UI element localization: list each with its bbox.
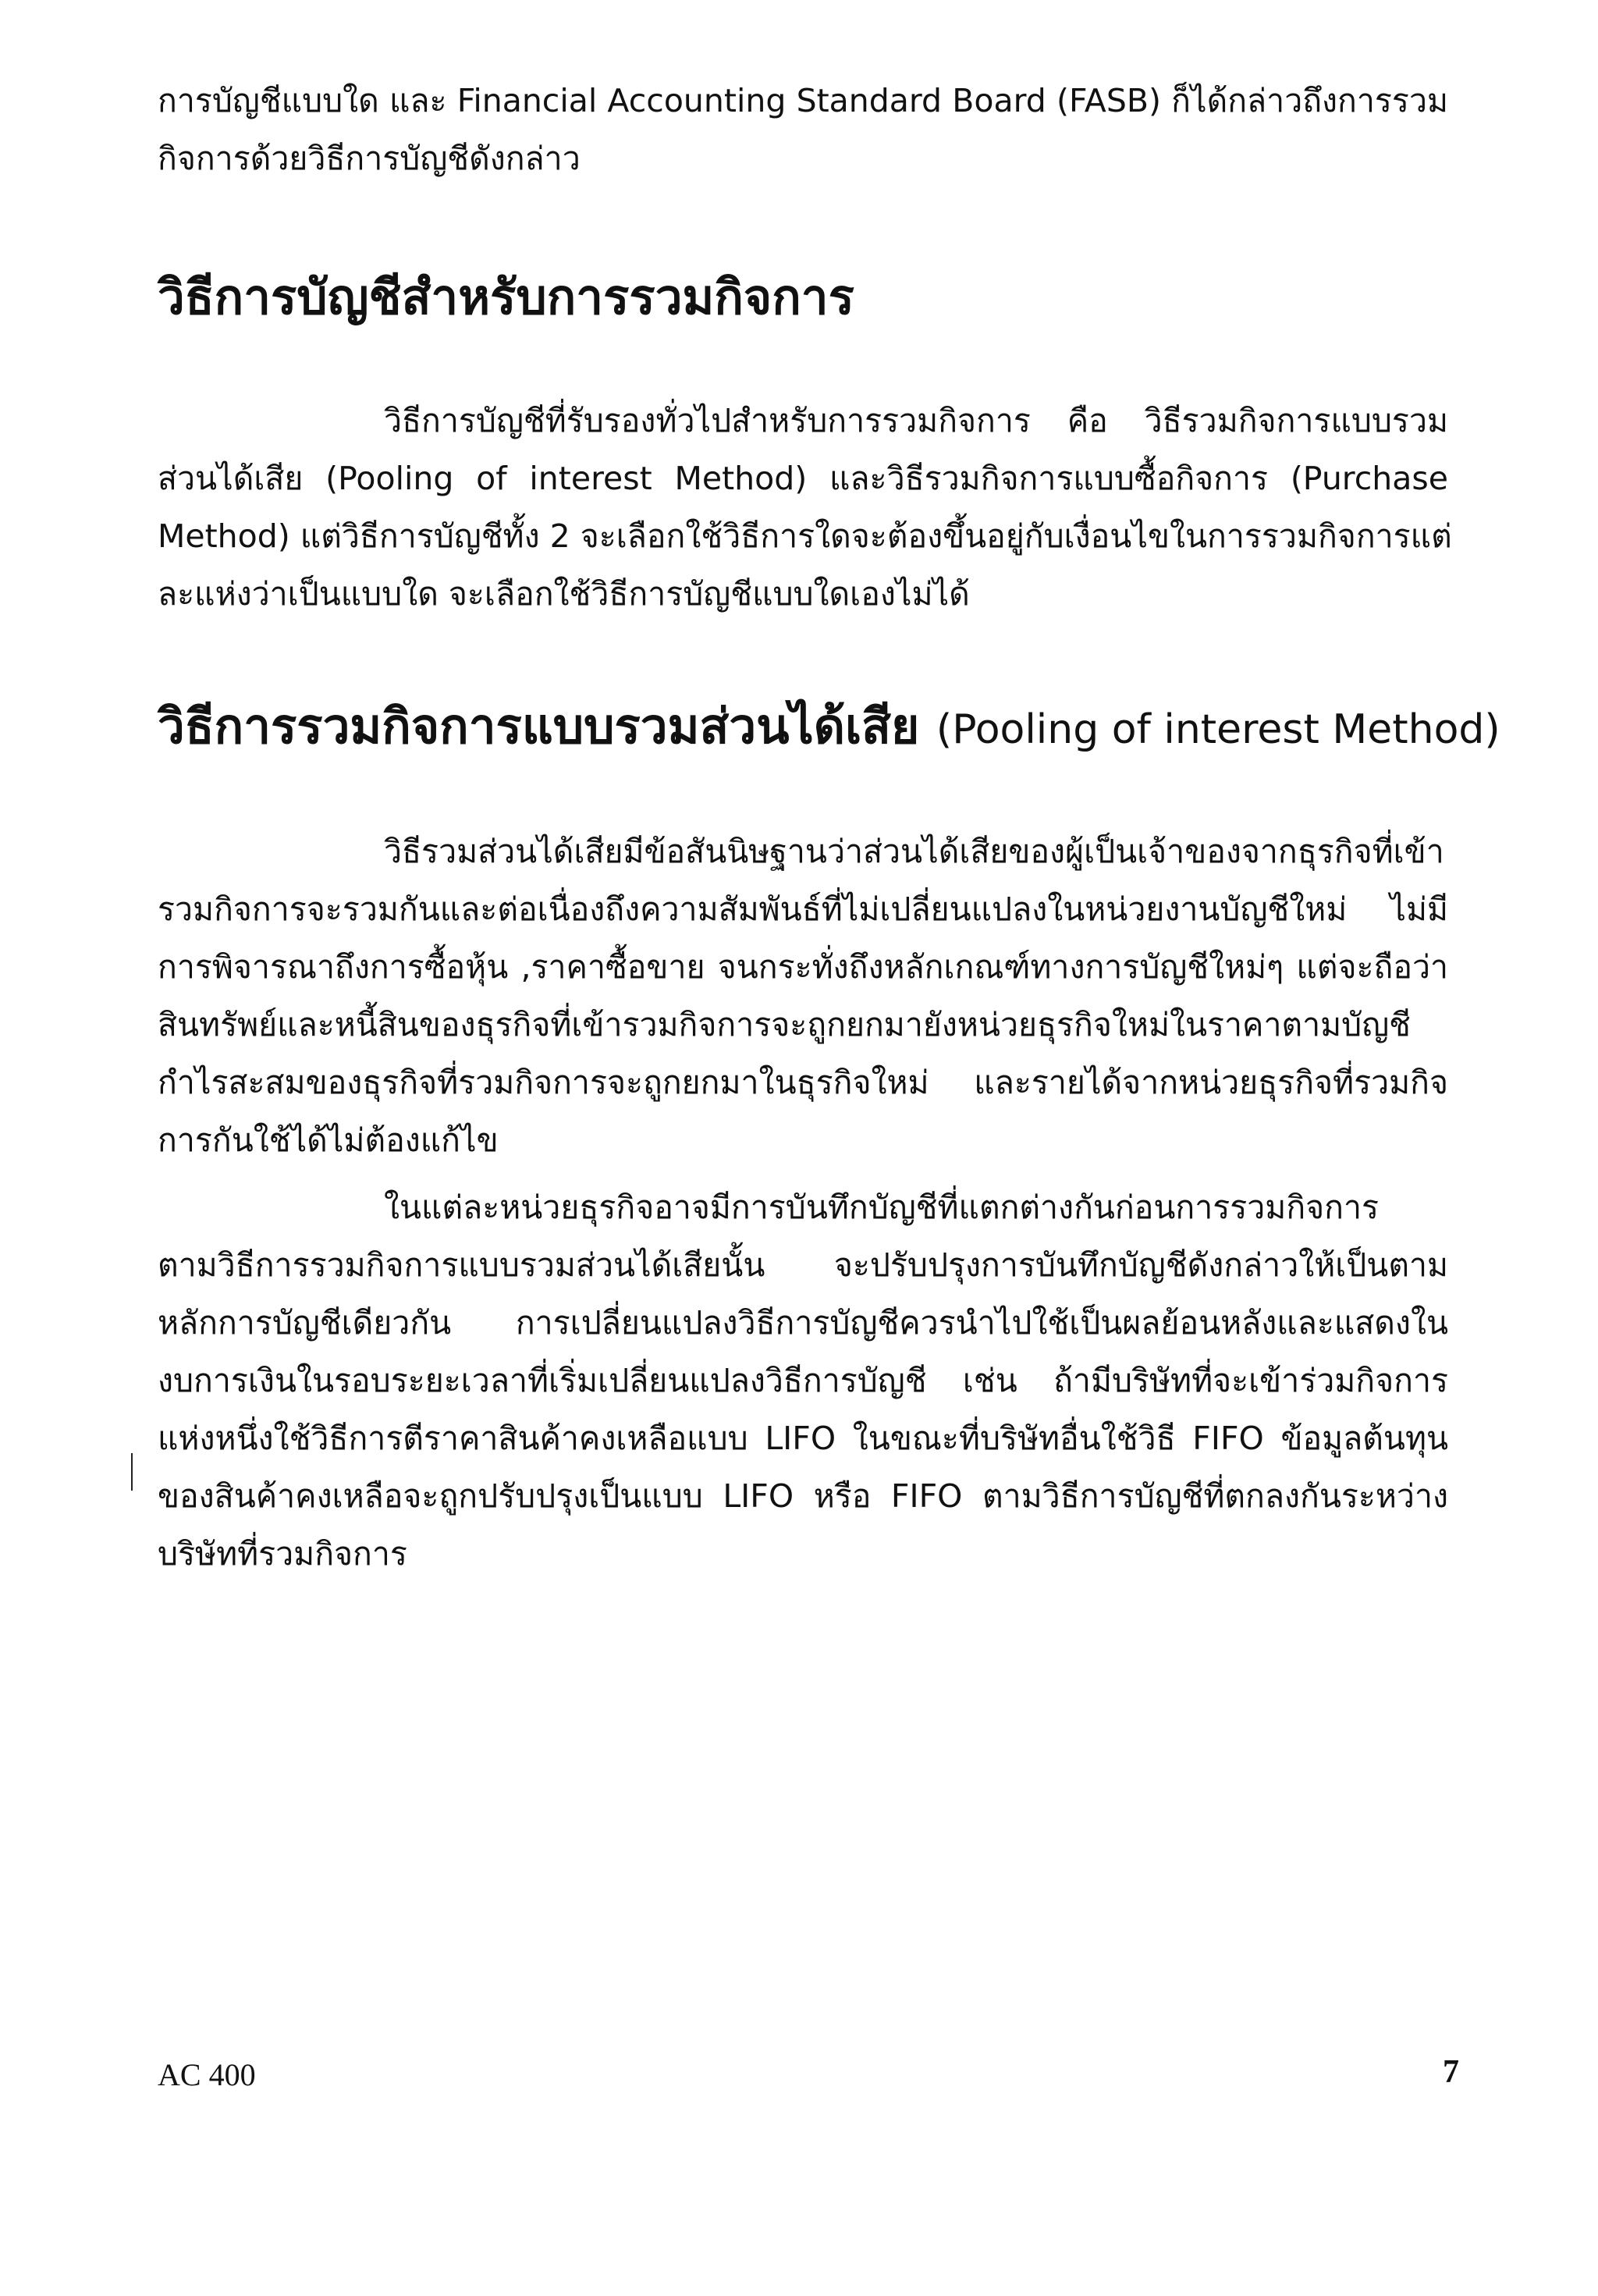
text-line: วิธีการบัญชีที่รับรองทั่วไปสำหรับการรวมกิจการ คือ วิธีรวมกิจการแบบรวม bbox=[384, 402, 1448, 439]
section-accounting-methods-paragraph bbox=[158, 392, 1452, 623]
text-line: หลักการบัญชีเดียวกัน การเปลี่ยนแปลงวิธีการบัญชีควรนำไปใช้เป็นผลย้อนหลังและแสดงใน bbox=[158, 1304, 1448, 1342]
text-line: แห่งหนึ่งใช้วิธีการตีราคาสินค้าคงเหลือแบบ LIFO ในขณะที่บริษัทอื่นใช้วิธี FIFO ข้อมูลต้นทุน bbox=[158, 1420, 1448, 1457]
text-line: ส่วนได้เสีย (Pooling of interest Method) และวิธีรวมกิจการแบบซื้อกิจการ (Purchase bbox=[158, 460, 1448, 497]
section-heading-pooling-method bbox=[158, 691, 1500, 765]
footer-page-number: 7 bbox=[1443, 2054, 1459, 2090]
text-line: สินทรัพย์และหนี้สินของธุรกิจที่เข้ารวมกิจการจะถูกยกมายังหน่วยธุรกิจใหม่ในราคาตามบัญชี bbox=[158, 1006, 1411, 1043]
heading-thai-text: วิธีการรวมกิจการแบบรวมส่วนได้เสีย bbox=[158, 698, 920, 755]
pooling-paragraph-1 bbox=[158, 823, 1448, 1169]
text-line: การพิจารณาถึงการซื้อหุ้น ,ราคาซื้อขาย จนกระทั่งถึงหลักเกณฑ์ทางการบัญชีใหม่ๆ แต่จะถือว่า bbox=[158, 948, 1448, 986]
text-line: รวมกิจการจะรวมกันและต่อเนื่องถึงความสัมพันธ์ที่ไม่เปลี่ยนแปลงในหน่วยงานบัญชีใหม่ ไม่มี bbox=[158, 890, 1448, 928]
text-line: Method) แต่วิธีการบัญชีทั้ง 2 จะเลือกใช้วิธีการใดจะต้องขึ้นอยู่กับเงื่อนไขในการรวมกิจการแต่ bbox=[158, 517, 1452, 555]
footer-course-code: AC 400 bbox=[158, 2057, 256, 2092]
margin-mark bbox=[131, 1453, 133, 1491]
text-line: กำไรสะสมของธุรกิจที่รวมกิจการจะถูกยกมาในธุรกิจใหม่ และรายได้จากหน่วยธุรกิจที่รวมกิจ bbox=[158, 1064, 1448, 1101]
text-line: บริษัทที่รวมกิจการ bbox=[158, 1535, 407, 1573]
text-line: การบัญชีแบบใด และ Financial Accounting Standard Board (FASB) ก็ได้กล่าวถึงการรวม bbox=[158, 82, 1448, 119]
text-line: ของสินค้าคงเหลือจะถูกปรับปรุงเป็นแบบ LIFO หรือ FIFO ตามวิธีการบัญชีที่ตกลงกันระหว่าง bbox=[158, 1477, 1448, 1515]
text-line: งบการเงินในรอบระยะเวลาที่เริ่มเปลี่ยนแปลงวิธีการบัญชี เช่น ถ้ามีบริษัทที่จะเข้าร่วมกิจการ bbox=[158, 1362, 1448, 1399]
text-line: ละแห่งว่าเป็นแบบใด จะเลือกใช้วิธีการบัญชีแบบใดเองไม่ได้ bbox=[158, 575, 970, 613]
text-line: วิธีรวมส่วนได้เสียมีข้อสันนิษฐานว่าส่วนได้เสียของผู้เป็นเจ้าของจากธุรกิจที่เข้า bbox=[384, 833, 1444, 870]
page-content bbox=[158, 72, 1500, 1583]
text-line: กิจการด้วยวิธีการบัญชีดังกล่าว bbox=[158, 140, 581, 177]
text-line: ตามวิธีการรวมกิจการแบบรวมส่วนได้เสียนั้น จะปรับปรุงการบันทึกบัญชีดังกล่าวให้เป็นตาม bbox=[158, 1246, 1448, 1284]
text-line: ในแต่ละหน่วยธุรกิจอาจมีการบันทึกบัญชีที่แตกต่างกันก่อนการรวมกิจการ bbox=[384, 1189, 1380, 1226]
heading-latin-text: (Pooling of interest Method) bbox=[936, 706, 1500, 753]
pooling-paragraph-2 bbox=[158, 1178, 1448, 1583]
section-heading-accounting-methods: วิธีการบัญชีสำหรับการรวมกิจการ bbox=[158, 268, 854, 325]
text-line: การกันใช้ได้ไม่ต้องแก้ไข bbox=[158, 1121, 499, 1159]
intro-paragraph bbox=[158, 72, 1448, 187]
